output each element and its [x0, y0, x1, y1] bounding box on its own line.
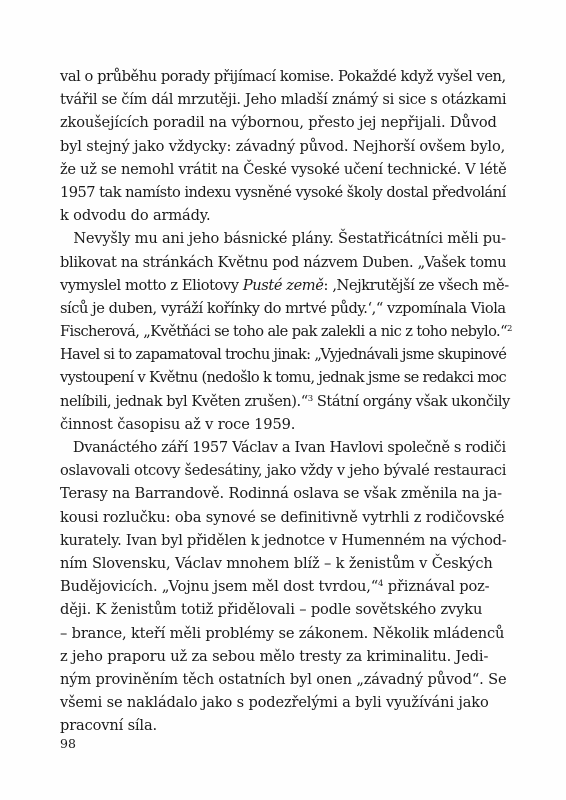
- book-title-italic: Pusté země: [242, 276, 324, 294]
- text-line: – brance, kteří měli problémy se zákonem. Několik mládenců: [60, 624, 505, 642]
- text-fragment: : ‚Nejkrutější ze všech mě-: [323, 276, 509, 294]
- text-line: Nevyšly mu ani jeho básnické plány. Šestatřicátníci měli pu-: [60, 230, 506, 248]
- text-line: tvářil se čím dál mrzutěji. Jeho mladší známý si sice s otázkami: [60, 91, 507, 109]
- text-line: blikovat na stránkách Květnu pod názvem Duben. „Vašek tomu: [60, 253, 507, 271]
- text-line: val o průběhu porady přijímací komise. Pokaždé když vyšel ven,: [60, 68, 506, 85]
- text-line: Terasy na Barrandově. Rodinná oslava se však změnila na ja-: [60, 485, 502, 503]
- body-text: [60, 65, 512, 737]
- text-line: byl stejný jako vždycky: závadný původ. Nejhorší ovšem bylo,: [60, 137, 506, 155]
- text-line: Havel si to zapamatoval trochu jinak: „Vyjednávali jsme skupinové: [60, 346, 507, 364]
- footnote-marker: 4: [378, 579, 384, 590]
- text-fragment: vymyslel motto z Eliotovy: [60, 276, 243, 294]
- text-line: kurately. Ivan byl přidělen k jednotce v Humenném na východ-: [60, 531, 507, 549]
- text-line: k odvodu do armády.: [60, 207, 211, 225]
- text-line: ním Slovensku, Václav mnohem blíž – k ženistům v Českých: [60, 554, 493, 572]
- text-line: zkoušejících poradil na výbornou, přesto jej nepřijali. Důvod: [60, 114, 497, 132]
- text-line: že už se nemohl vrátit na České vysoké učení technické. V létě: [60, 160, 507, 178]
- text-line: ději. K ženistům totiž přidělovali – podle sovětského zvyku: [60, 601, 483, 619]
- text-line: ným proviněním těch ostatních byl onen „závadný původ“. Se: [60, 670, 507, 688]
- text-line: síců je duben, vyráží kořínky do mrtvé půdy.‘,“ vzpomínala Viola: [60, 299, 506, 317]
- text-fragment: Fischerová, „Květňáci se toho ale pak zalekli a nic z toho nebylo.“: [60, 323, 507, 341]
- text-line: z jeho praporu už za sebou mělo tresty za kriminalitu. Jedi-: [60, 647, 489, 665]
- footnote-marker: 3: [307, 393, 313, 404]
- text-line: 1957 tak namísto indexu vysněné vysoké školy dostal předvolání: [60, 183, 506, 201]
- text-line: [60, 320, 512, 343]
- text-line: Dvanáctého září 1957 Václav a Ivan Havlovi společně s rodiči: [60, 439, 506, 456]
- footnote-marker: 2: [506, 324, 512, 335]
- text-line: všemi se nakládalo jako s podezřelými a byli využíváni jako: [60, 694, 489, 712]
- text-fragment: Státní orgány však ukončily: [312, 392, 510, 410]
- text-fragment: nelíbili, jednak byl Květen zrušen).“: [60, 392, 308, 410]
- text-line: vystoupení v Květnu (nedošlo k tomu, jednak jsme se redakci moc: [60, 369, 507, 387]
- text-line: kousi rozlučku: oba synové se definitivně vytrhli z rodičovské: [60, 508, 505, 526]
- text-line: oslavovali otcovy šedesátiny, jako vždy v jeho bývalé restauraci: [60, 462, 507, 480]
- text-fragment: Budějovicích. „Vojnu jsem měl dost tvrdou,“: [60, 578, 379, 596]
- text-line: [60, 390, 510, 413]
- text-line: pracovní síla.: [60, 717, 157, 735]
- page-number: 98: [60, 736, 76, 751]
- text-fragment: přiznával poz-: [383, 578, 490, 596]
- text-line: [60, 575, 506, 598]
- text-line: [60, 274, 509, 297]
- text-line: činnost časopisu až v roce 1959.: [60, 415, 296, 433]
